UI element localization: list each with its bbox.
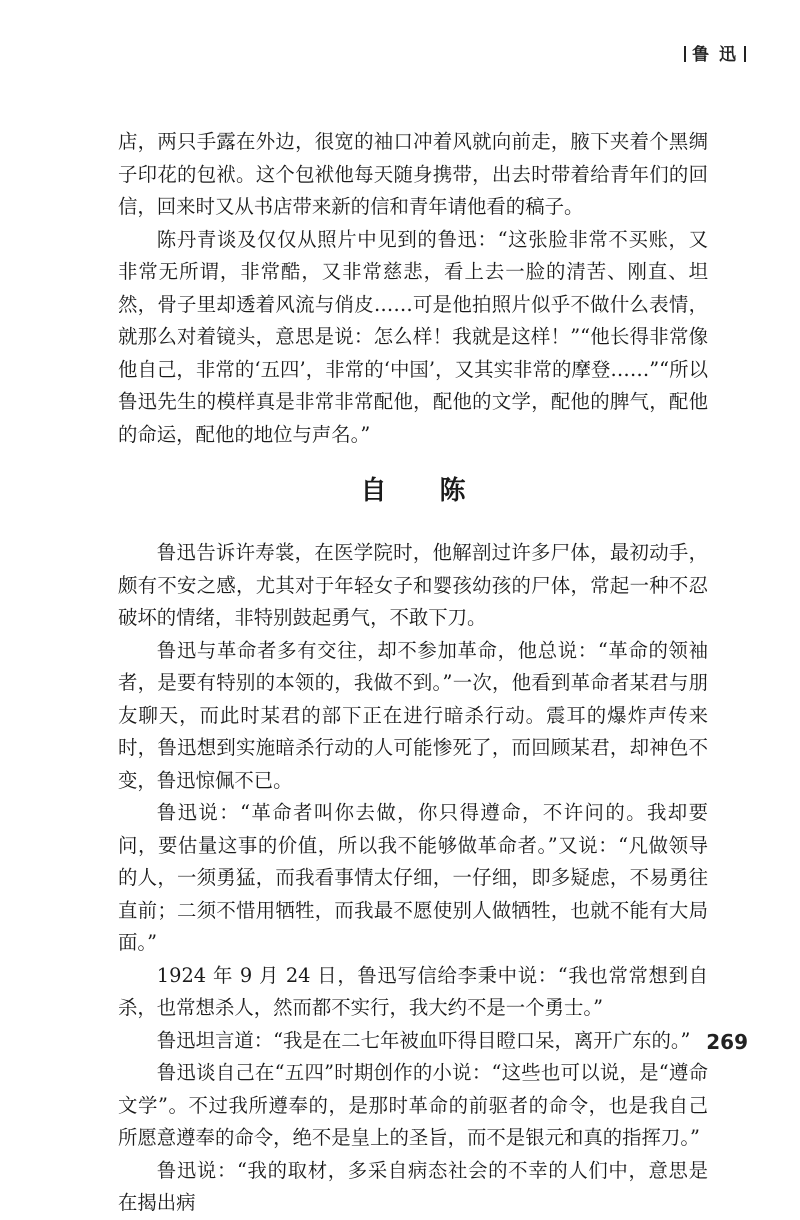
paragraph: 鲁迅说：“革命者叫你去做，你只得遵命，不许问的。我却要问，要估量这事的价值，所以我不能够做革命者。”又说：“凡做领导的人，一须勇猛，而我看事情太仔细，一仔细，即多疑虑，不易勇往直前；二须不惜用牺牲，而我最不愿使别人做牺牲，也就不能有大局面。”: [118, 801, 708, 954]
page-number: 269: [706, 1030, 748, 1054]
paragraph: 鲁迅坦言道：“我是在二七年被血吓得目瞪口呆，离开广东的。”: [156, 1028, 691, 1052]
paragraph: 鲁迅告诉许寿裳，在医学院时，他解剖过许多尸体，最初动手，颇有不安之感，尤其对于年轻女子和婴孩幼孩的尸体，常起一种不忍破坏的情绪，非特别鼓起勇气，不敢下刀。: [118, 541, 708, 629]
running-header: [678, 40, 752, 65]
header-title: 鲁 迅: [692, 45, 738, 65]
section-title: 自 陈: [360, 476, 488, 506]
paragraph: 1924 年 9 月 24 日，鲁迅写信给李秉中说：“我也常常想到自杀，也常想杀人，然而都不实行，我大约不是一个勇士。”: [118, 963, 708, 1019]
paragraph: 鲁迅与革命者多有交往，却不参加革命，他总说：“革命的领袖者，是要有特别的本领的，我做不到。”一次，他看到革命者某君与朋友聊天，而此时某君的部下正在进行暗杀行动。震耳的爆炸声传来时，鲁迅想到实施暗杀行动的人可能惨死了，而回顾某君，却神色不变，鲁迅惊佩不已。: [118, 638, 708, 792]
paragraph: 店，两只手露在外边，很宽的袖口冲着风就向前走，腋下夹着个黑绸子印花的包袱。这个包袱他每天随身携带，出去时带着给青年们的回信，回来时又从书店带来新的信和青年请他看的稿子。: [118, 130, 708, 218]
paragraph: 陈丹青谈及仅仅从照片中见到的鲁迅：“这张脸非常不买账，又非常无所谓，非常酷，又非常慈悲，看上去一脸的清苦、刚直、坦然，骨子里却透着风流与俏皮……可是他拍照片似乎不做什么表情，就那么对着镜头，意思是说：怎么样！我就是这样！”“他长得非常像他自己，非常的‘五四’，非常的‘中国’，又其实非常的摩登……”“所以鲁迅先生的模样真是非常非常配他，配他的文学，配他的脾气，配他的命运，配他的地位与声名。”: [118, 227, 708, 446]
paragraph: 鲁迅谈自己在“五四”时期创作的小说：“这些也可以说，是“遵命文学”。不过我所遵奉的，是那时革命的前驱者的命令，也是我自己所愿意遵奉的命令，绝不是皇上的圣旨，而不是银元和真的指挥刀。”: [118, 1061, 708, 1149]
header-right-bar: [744, 46, 746, 62]
page-body: [118, 126, 708, 1220]
paragraph: 鲁迅说：“我的取材，多采自病态社会的不幸的人们中，意思是在揭出病: [118, 1158, 708, 1214]
header-left-bar: [684, 46, 686, 62]
